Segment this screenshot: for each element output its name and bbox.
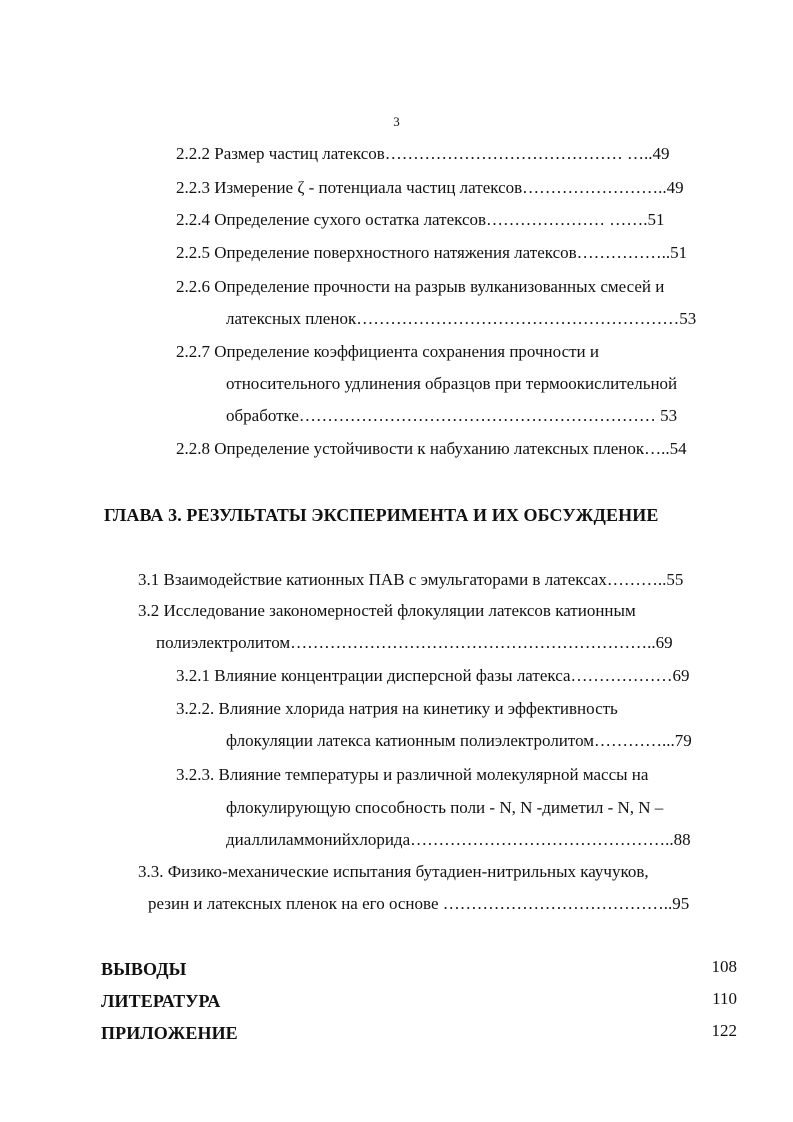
toc-entry-2-2-6: 2.2.6 Определение прочности на разрыв вулканизованных смесей и <box>176 277 665 296</box>
appendix-heading: ПРИЛОЖЕНИЕ <box>101 1023 238 1043</box>
toc-entry-3-2-1: 3.2.1 Влияние концентрации дисперсной фазы латекса………………69 <box>176 666 690 685</box>
toc-entry-2-2-7-cont-1: относительного удлинения образцов при термоокислительной <box>226 374 678 393</box>
toc-entry-3-2-2: 3.2.2. Влияние хлорида натрия на кинетику и эффективность <box>176 699 618 718</box>
toc-entry-3-1: 3.1 Взаимодействие катионных ПАВ с эмульгаторами в латексах………..55 <box>138 570 684 589</box>
toc-entry-3-2-cont: полиэлектролитом………………………………………………………..69 <box>156 633 673 652</box>
toc-entry-3-2: 3.2 Исследование закономерностей флокуляции латексов катионным <box>138 601 636 620</box>
toc-entry-3-3-cont: резин и латексных пленок на его основе …………………………………..95 <box>148 894 690 913</box>
toc-entry-2-2-7: 2.2.7 Определение коэффициента сохранения прочности и <box>176 342 599 361</box>
toc-entry-2-2-5: 2.2.5 Определение поверхностного натяжения латексов……………..51 <box>176 243 688 262</box>
toc-entry-2-2-3: 2.2.3 Измерение ζ - потенциала частиц латексов……………………..49 <box>176 178 684 197</box>
toc-entry-2-2-6-cont: латексных пленок…………………………………………………53 <box>226 309 697 328</box>
toc-entry-3-2-3-cont-2: диаллиламмонийхлорида………………………………………..88 <box>226 830 691 849</box>
toc-entry-2-2-7-cont-2: обработке……………………………………………………… 53 <box>226 406 678 425</box>
toc-entry-2-2-2: 2.2.2 Размер частиц латексов…………………………………… …..49 <box>176 144 670 163</box>
toc-entry-3-2-3-cont-1: флокулирующую способность поли - N, N -диметил - N, N – <box>226 798 664 817</box>
page-number: 3 <box>393 114 400 129</box>
toc-entry-2-2-4: 2.2.4 Определение сухого остатка латексов………………… …….51 <box>176 210 665 229</box>
toc-entry-3-2-3: 3.2.3. Влияние температуры и различной молекулярной массы на <box>176 765 649 784</box>
references-page: 110 <box>712 989 737 1008</box>
appendix-page: 122 <box>711 1021 737 1040</box>
toc-entry-2-2-8: 2.2.8 Определение устойчивости к набуханию латексных пленок…..54 <box>176 439 687 458</box>
chapter-3-heading: ГЛАВА 3. РЕЗУЛЬТАТЫ ЭКСПЕРИМЕНТА И ИХ ОБСУЖДЕНИЕ <box>104 505 659 525</box>
references-heading: ЛИТЕРАТУРА <box>101 991 221 1011</box>
toc-entry-3-3: 3.3. Физико-механические испытания бутадиен-нитрильных каучуков, <box>138 862 649 881</box>
toc-entry-3-2-2-cont: флокуляции латекса катионным полиэлектролитом…………...79 <box>226 731 692 750</box>
conclusions-heading: ВЫВОДЫ <box>101 959 187 979</box>
conclusions-page: 108 <box>711 957 737 976</box>
